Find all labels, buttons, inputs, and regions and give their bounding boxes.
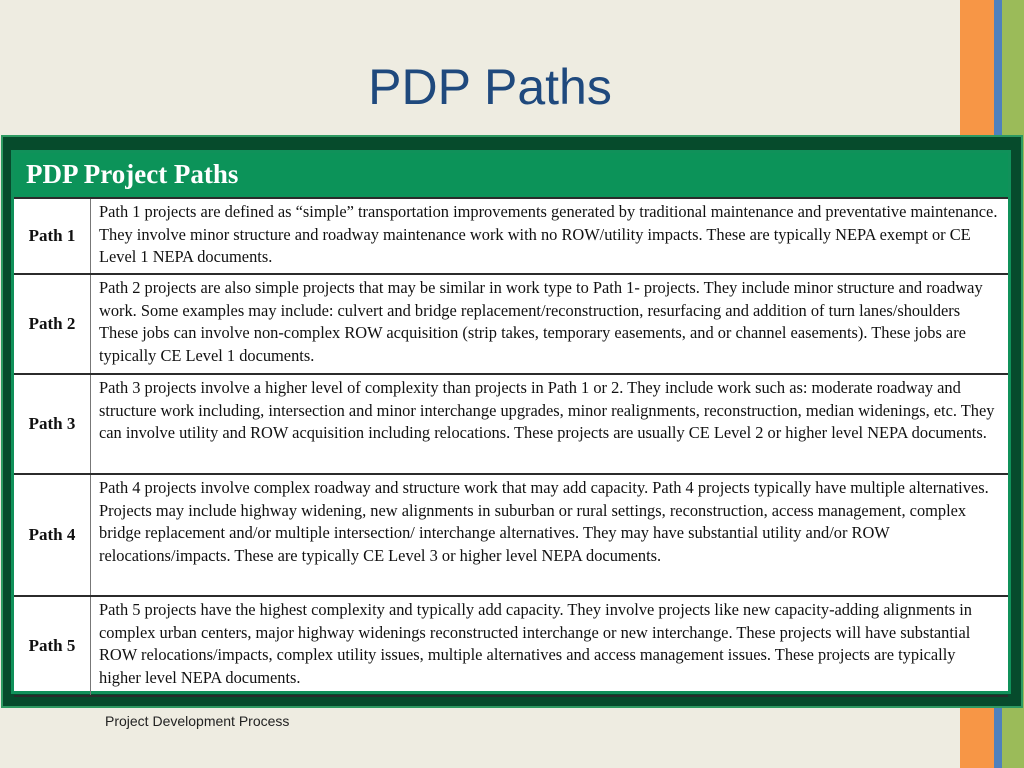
path-label: Path 5 bbox=[14, 596, 91, 696]
table-frame bbox=[1, 135, 1023, 708]
paths-table bbox=[14, 197, 1008, 697]
slide-footer: Project Development Process bbox=[105, 713, 290, 729]
path-label: Path 4 bbox=[14, 474, 91, 596]
paths-table-panel bbox=[11, 150, 1011, 694]
table-row bbox=[14, 474, 1008, 596]
path-label: Path 1 bbox=[14, 198, 91, 274]
table-header: PDP Project Paths bbox=[14, 153, 1008, 197]
path-description: Path 5 projects have the highest complexity and typically add capacity. They involve projects like new capacity-adding alignments in complex urban centers, major highway widenings reconstructed interchange or new interchange. These projects will have substantial ROW relocations/impacts, complex utility issues, multiple alternatives and access management issues. These projects are typically higher level NEPA documents. bbox=[91, 596, 1009, 696]
slide-title: PDP Paths bbox=[368, 59, 612, 115]
path-description: Path 4 projects involve complex roadway and structure work that may add capacity. Path 4 projects typically have multiple alternatives. Projects may include highway widening, new alignments in suburban or rural settings, reconstruction, access management, complex bridge replacement and/or multiple intersection/ interchange alternatives. They may have substantial utility and/or ROW relocations/impacts. These are typically CE Level 3 or higher level NEPA documents. bbox=[91, 474, 1009, 596]
path-label: Path 3 bbox=[14, 374, 91, 474]
table-row bbox=[14, 274, 1008, 374]
path-label: Path 2 bbox=[14, 274, 91, 374]
table-row bbox=[14, 374, 1008, 474]
path-description: Path 3 projects involve a higher level of complexity than projects in Path 1 or 2. They include work such as: moderate roadway and structure work including, intersection and minor interchange upgrades, minor realignments, reconstruction, median widenings, etc. They can involve utility and ROW acquisition including relocations. These projects are usually CE Level 2 or higher level NEPA documents. bbox=[91, 374, 1009, 474]
table-row bbox=[14, 198, 1008, 274]
path-description: Path 1 projects are defined as “simple” transportation improvements generated by traditional maintenance and preventative maintenance. They involve minor structure and roadway maintenance work with no ROW/utility impacts. These are typically NEPA exempt or CE Level 1 NEPA documents. bbox=[91, 198, 1009, 274]
path-description: Path 2 projects are also simple projects that may be similar in work type to Path 1- projects. They include minor structure and roadway work. Some examples may include: culvert and bridge replacement/reconstruction, resurfacing and addition of turn lanes/shoulders These jobs can involve non-complex ROW acquisition (strip takes, temporary easements, and or channel easements). These jobs are typically CE Level 1 documents. bbox=[91, 274, 1009, 374]
table-row bbox=[14, 596, 1008, 696]
